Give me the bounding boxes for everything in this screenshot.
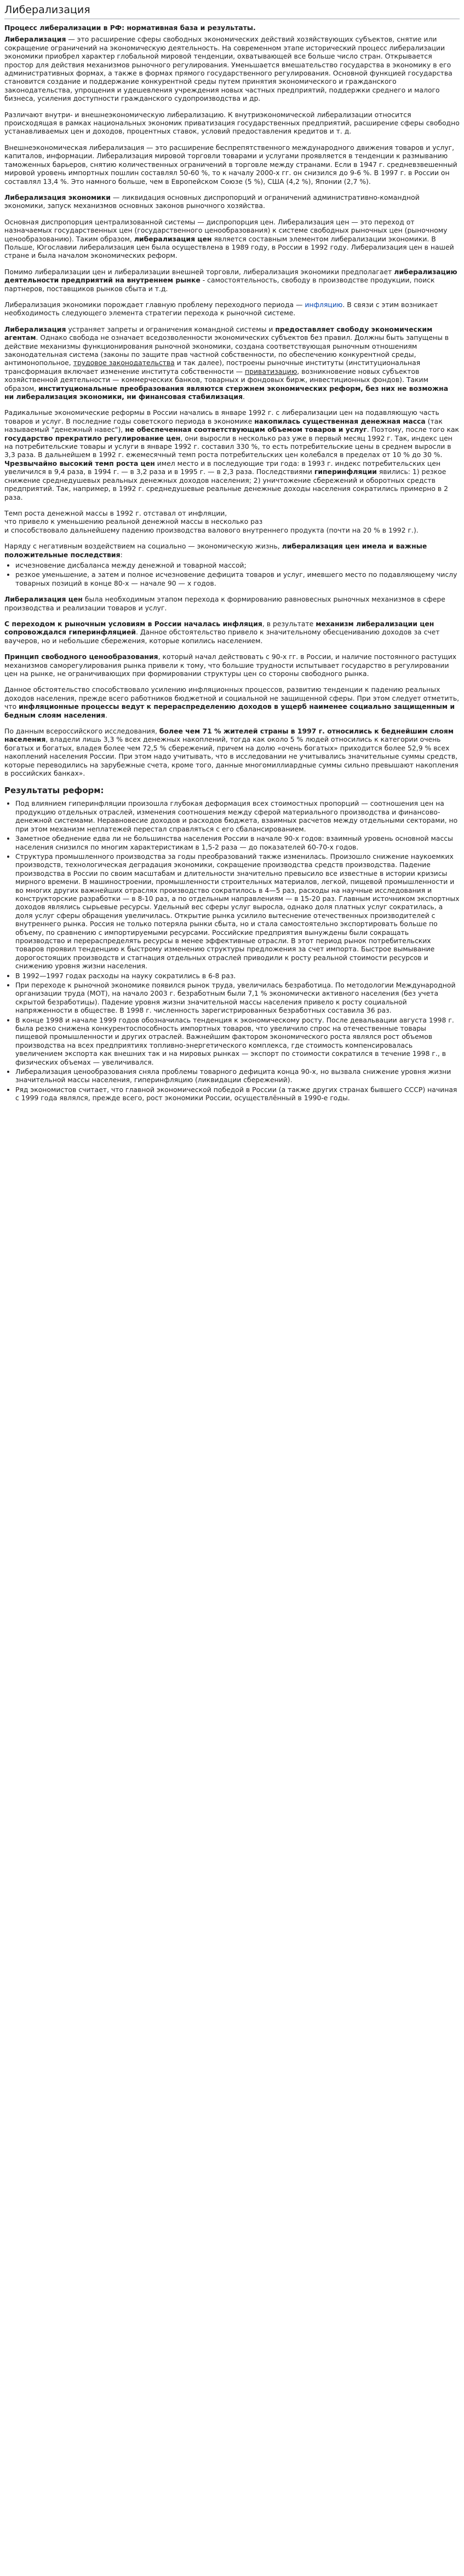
results-heading: Результаты реформ:: [4, 785, 104, 796]
inflation-link[interactable]: инфляцию: [305, 300, 343, 309]
paragraph-money-supply: Темп роста денежной массы в 1992 г. отставал от инфляции, что привело к уменьшению реальной денежной массы в несколько раз и способствовало дальнейшему падению производства валового внутреннего продукта (почти на 20 % в 1992 г.).: [4, 509, 419, 534]
paragraph-radical-reforms: Радикальные экономические реформы в России начались в январе 1992 г. с либерализации цен на подавляющую часть товаров и услуг. В последние годы советского периода в экономике накопилась существенная денежная масса (так называемый "денежный навес"), не обеспеченная соответствующим объемом товаров и услуг. Поэтому, после того как государство прекратило регулирование цен, они выросли в несколько раз уже в первый месяц 1992 г. Так, индекс цен на потребительские товары и услуги в январе 1992 г. составил 330 %, то есть потребительские цены в среднем выросли в 3,3 раза. В дальнейшем в 1992 г. ежемесячный темп роста потребительских цен колебался в пределах от 10 % до 30 %. Чрезвычайно высокий темп роста цен имел место и в последующие три года: в 1993 г. индекс потребительских цен увеличился в 9,4 раза, в 1994 г. — в 3,2 раза и в 1995 г. — в 2,3 раза. Последствиями гиперинфляции явились: 1) резкое снижение среднедушевых реальных денежных доходов населения; 2) уничтожение сбережений и оборотных средств предприятий. Так, например, в 1992 г. среднедушевые реальные денежные доходы населения сократились примерно в 2 раза.: [4, 408, 460, 501]
list-item: • В 1992—1997 годах расходы на науку сократились в 6-8 раз.: [15, 972, 460, 980]
paragraph-external-liberalization: Внешнеэкономическая либерализация — это расширение беспрепятственного международного движения товаров и услуг, капиталов, информации. Либерализация мировой торговли товарами и услугами проявляется в тенденции к размыванию таможенных барьеров, снятию количественных ограничений в торговле между странами. Если в 1947 г. средневзвешенный мировой уровень импортных пошлин составлял 50-60 %, то к началу 2000-х гг. он снизился до 9-6 %. В 1997 г. в России он составлял 13,4 %. Это намного больше, чем в Европейском Союзе (5 %), США (4,2 %), Японии (2,7 %).: [4, 143, 457, 186]
list-item: • При переходе к рыночной экономике появился рынок труда, увеличилась безработица. По методологии Международной организации труда (МОТ), на начало 2003 г. безработным были 7,1 % экономически активного населения (без учета скрытой безработицы). Падение уровня жизни значительной массы населения привело к росту социальной напряженности в обществе. В 1998 г. численность зарегистрированных безработных составила 36 раз.: [15, 981, 460, 1015]
list-item: • Под влиянием гиперинфляции произошла глубокая деформация всех стоимостных пропорций — соотношения цен на продукцию отдельных отраслей, изменения соотношения между сферой материального производства и финансово-денежной системами. Неравновесие доходов и расходов бюджета, взаимных расчетов между отдельными секторами, но при этом механизм неплатежей перестал справляться с его сбалансированием.: [15, 799, 460, 833]
list-item: • Ряд экономистов считает, что главной экономической победой в России (а также других странах бывшего СССР) начиная с 1999 года являлся, прежде всего, рост экономики России, осуществлённый в 1990-е годы.: [15, 1085, 460, 1102]
paragraph-price-disproportion: Основная диспропорция централизованной системы — диспропорция цен. Либерализация цен — это переход от назначаемых государственных цен (государственного ценообразования) к системе свободных рыночных цен (рыночному ценообразованию). Таким образом, либерализация цен является составным элементом либерализации экономики. В Польше, Югославии либерализация цен была осуществлена в 1989 году, в России в 1992 году. Либерализация цен в нашей стране и была началом экономических реформ.: [4, 217, 454, 260]
paragraph-free-pricing: Принцип свободного ценообразования, который начал действовать с 90-х гг. в России, и наличие постоянного растущих механизмов саморегулирования рынка привели к тому, что большие трудности испытывает государство в регулировании цен на рынке, не ограничивающих при формировании структуры цен со стороны свободного рынка.: [4, 652, 457, 678]
paragraph-economy-liberalization: Либерализация экономики — ликвидация основных диспропорций и ограничений административно-командной экономики, запуск механизмов основных законов рыночного хозяйства.: [4, 193, 420, 210]
paragraph-positive-consequences-intro: Наряду с негативным воздействием на социально — экономическую жизнь, либерализация цен имела и важные положительные последствия:: [4, 542, 427, 559]
paragraph-definition: Либерализация — это расширение сферы свободных экономических действий хозяйствующих субъектов, снятие или сокращение ограничений на экономическую деятельность. На современном этапе исторический процесс либерализации экономики приобрел характер глобальной мировой тенденции, охватывающей все больше число стран. Открывается простор для действия механизмов рыночного регулирования. Уменьшается вмешательство государства в экономику в его административных формах, а также в формах прямого государственного регулирования. Основной функцией государства становится создание и поддержание конкурентной среды путем принятия экономического и гражданского законодательства, упрощения и удешевления учреждения новых частных предприятий, поддержки среднего и малого бизнеса, усиления доступности гражданского судопроизводства и др.: [4, 35, 452, 103]
positive-consequences-list: [4, 561, 460, 587]
paragraph-hyperinflation: С переходом к рыночным условиям в России началась инфляция, в результате механизм либерализации цен сопровождался гиперинфляцией. Данное обстоятельство привело к значительному обесцениванию доходов за счет ваучеров, но и небольшие сбережения, которые копились населением.: [4, 619, 440, 645]
list-item: • Структура промышленного производства за годы преобразований также изменилась. Произошло снижение наукоемких производств, технологическая деградация экономики, сокращение производства средств производства. Падение производства в России по своим масштабам и длительности значительно превысило все известные в истории кризисы мирного времени. В машиностроении, промышленности строительных материалов, легкой, пищевой промышленности и во многих других важнейших отраслях производство сократилось в 4—5 раз, расходы на научные исследования и конструкторские разработки — в 8-10 раз, а по отдельным направлениям — в 15-20 раз. Главным источником экспортных доходов являлись сырьевые ресурсы. Удельный вес сферы услуг выросла, однако доля платных услуг сократилась, а доля услуг сферы обращения увеличилась. Открытие рынка усилило вытеснение отечественных производителей с внутреннего рынка. Россия не только потеряла рынки сбыта, но и стала самостоятельно экспортировать больше по объему, по сравнению с импортируемыми ресурсами. Российские предприятия вынуждены были сокращать производство и перераспределять ресурсы в менее эффективные отрасли. В этот период рынок потребительских товаров проявил тенденцию к быстрому изменению структуры предложения за счет импорта. Быстрое вымывание дорогостоящих производств и стагнация отдельных отраслей приводили к росту реальной стоимости ресурсов и снижению уровня жизни населения.: [15, 852, 460, 971]
paragraph-institutional-reforms: Либерализация устраняет запреты и ограничения командной системы и предоставляет свободу экономическим агентам. Однако свобода не означает вседозволенности экономических субъектов без правил. Должны быть запущены в действие механизмы функционирования рыночной экономики, создана соответствующая рыночным отношениям законодательная система (законы по защите прав частной собственности, по обеспечению конкурентной среды, антимонопольное, трудовое законодательства и так далее), построены рыночные институты (институциональная трансформация включает изменение института собственности — приватизацию, возникновение новых субъектов хозяйственной деятельности — коммерческих банков, товарных и фондовых бирж, инвестиционных фондов). Таким образом, институциональные преобразования являются стержнем экономических реформ, без них не возможна ни либерализация экономики, ни финансовая стабилизация.: [4, 325, 449, 401]
paragraph-internal-external: Различают внутри- и внешнеэкономическую либерализацию. К внутриэкономической либерализации относится происходящая в рамках национальных экономик приватизация государственных предприятий, расширение сферы свободно устанавливаемых цен и доходов, процентных ставок, условий предоставления кредитов и т. д.: [4, 110, 460, 136]
article: [0, 0, 464, 1102]
privatization-link[interactable]: приватизацию: [245, 367, 297, 376]
paragraph-inflation-problem: Либерализация экономики порождает главную проблему переходного периода — инфляцию. В связи с этим возникает необходимость следующего элемента стратегии перехода к рыночной системе.: [4, 300, 438, 317]
paragraph-enterprise-liberalization: Помимо либерализации цен и либерализации внешней торговли, либерализация экономики предполагает либерализацию деятельности предприятий на внутреннем рынке - самостоятельность, свободу в производстве продукции, поиск партнеров, поставщиков рынков сбыта и т.д.: [4, 267, 457, 293]
list-item: • исчезновение дисбаланса между денежной и товарной массой;: [15, 561, 460, 569]
list-item: • Либерализация ценообразования сняла проблемы товарного дефицита конца 90-х, но вызвала снижение уровня жизни значительной массы населения, гиперинфляцию (ликвидации сбережений).: [15, 1067, 460, 1084]
paragraph-inflation-processes: Данное обстоятельство способствовало усилению инфляционных процессов, развитию тенденции к падению реальных доходов населения, прежде всего работников бюджетной и социальной не защищенной сферы. При этом следует отметить, что инфляционные процессы ведут к перераспределению доходов в ущерб наименее социально защищенным и бедным слоям населения.: [4, 685, 460, 719]
list-item: • Заметное обеднение едва ли не большинства населения России в начале 90-х годов: взаимный уровень основной массы населения снизился по многим характеристикам в 1,5-2 раза — до показателей 60-70-х годов.: [15, 834, 460, 851]
list-item: • резкое уменьшение, а затем и полное исчезновение дефицита товаров и услуг, имевшего место по подавляющему числу товарных позиций в конце 80-х — начале 90 — х годов.: [15, 570, 460, 587]
list-item: • В конце 1998 и начале 1999 годов обозначилась тенденция к экономическому росту. После девальвации августа 1998 г. была резко снижена конкурентоспособность импортных товаров, что увеличило спрос на отечественные товары пищевой промышленности и других отраслей. Важнейшим фактором экономического роста являлся рост объемов производства на всех предприятиях топливно-энергетического комплекса, где стоимость компенсировалась увеличением экспорта как внешних так и на мировых рынках — экспорт по стоимости сократился в течение 1998 г., в физических объемах — увеличивался.: [15, 1016, 460, 1066]
results-list: [4, 799, 460, 1102]
term-liberalization: Либерализация: [4, 35, 66, 44]
paragraph-price-liberalization-stage: Либерализация цен была необходимым этапом перехода к формированию равновесных рыночных механизмов в сфере производства и реализации товаров и услуг.: [4, 595, 445, 612]
page-title: Либерализация: [4, 0, 460, 19]
labor-law-link[interactable]: трудовое законодательства: [73, 359, 175, 367]
paragraph-survey-data: По данным всероссийского исследования, более чем 71 % жителей страны в 1997 г. относились к беднейшим слоям населения, владели лишь 3,3 % всех денежных накоплений, тогда как около 5 % людей относились к категории очень богатых и богатых, владея более чем 72,5 % сбережений, причем на долю «очень богатых» приходится более 52,9 % всех накоплений населения России. При этом надо учитывать, что в исследовании не учитывались значительные суммы средств, которые переводились на зарубежные счета, кроме того, данные многомиллиардные суммы сильно превышают накопления в российских банках».: [4, 727, 459, 778]
article-subtitle: Процесс либерализации в РФ: нормативная база и результаты.: [4, 24, 256, 32]
